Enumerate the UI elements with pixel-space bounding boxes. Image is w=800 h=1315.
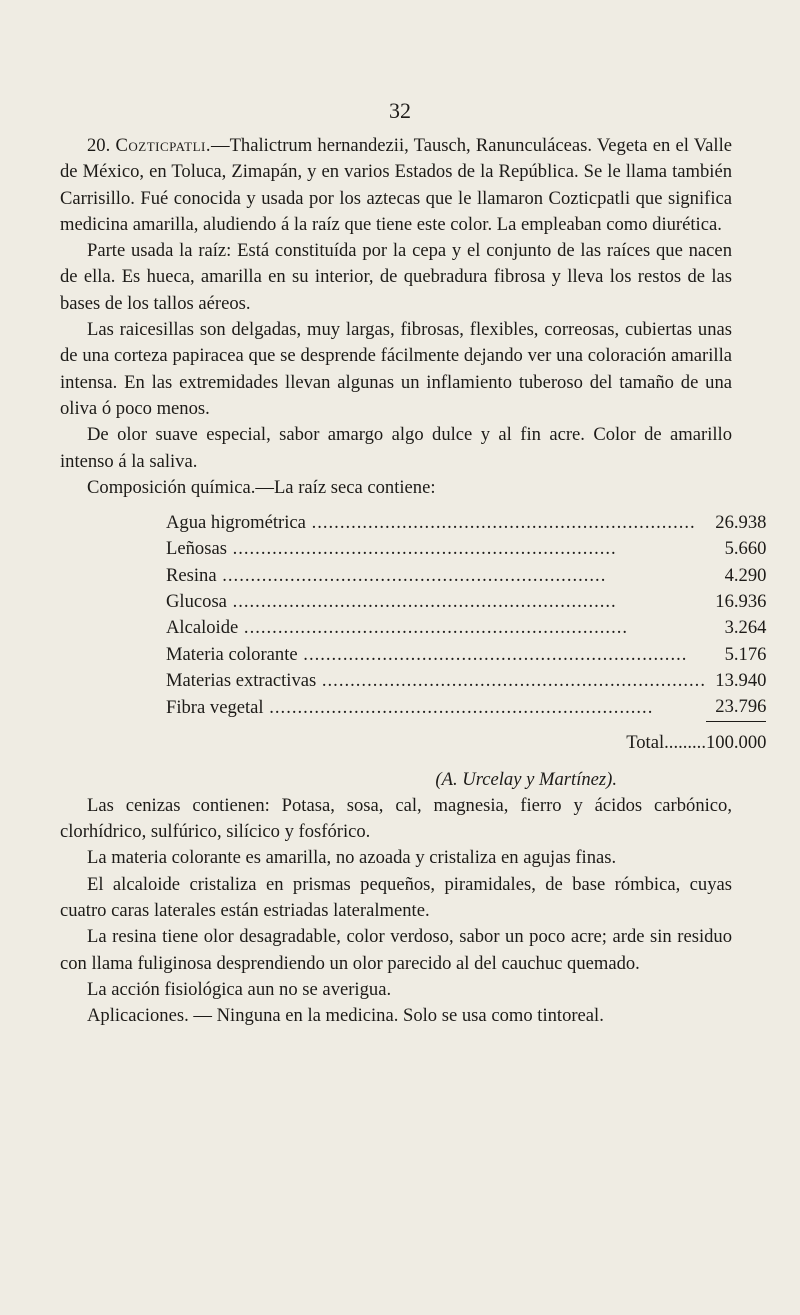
component-value: 4.290 (724, 564, 767, 586)
component-name: Materia colorante ..... (166, 642, 706, 668)
entry-number: 20. (87, 135, 111, 156)
paragraph-alcaloide: El alcaloide cristaliza en prismas pequeños, piramidales, de base rómbica, cuyas cuatro caras laterales están estriadas lateralmente. (60, 873, 732, 922)
credit-attribution: (A. Urcelay y Martínez). (435, 768, 617, 790)
paragraph-raicesillas: Las raicesillas son delgadas, muy largas, fibrosas, flexibles, correosas, cubiertas unas de una corteza papiracea que se desprende fácilmente dejando ver una coloración amarilla intensa. En las extremidades llevan algunas un inflamiento tuberoso del tamaño de una oliva ó poco menos. (60, 319, 732, 419)
component-value: 26.938 (715, 512, 767, 534)
component-value: 13.940 (715, 669, 767, 691)
table-row (166, 589, 766, 615)
paragraph-materia-colorante: La materia colorante es amarilla, no azoada y cristaliza en agujas finas. (87, 847, 617, 869)
component-value: 5.660 (724, 538, 767, 560)
table-row (166, 615, 766, 641)
component-value: 23.796 (715, 696, 767, 718)
paragraph-olor: De olor suave especial, sabor amargo algo dulce y al fin acre. Color de amarillo intenso á la saliva. (60, 424, 732, 472)
body-text (60, 133, 767, 1030)
paragraph-cenizas: Las cenizas contienen: Potasa, sosa, cal, magnesia, fierro y ácidos carbónico, clorhídrico, sulfúrico, silícico y fosfórico. (60, 794, 732, 843)
entry-text: —Thalictrum hernandezii, Tausch, Ranunculáceas. Vegeta en el Valle de México, en Toluca, Zimapán, y en varios Estados de la República. Se le llama también Carrisillo. Fué conocida y usada por los aztecas que le llamaron Cozticpatli que significa medicina amarilla, aludiendo á la raíz que tiene este color. La empleaban como diurética. (60, 135, 732, 235)
total-row (166, 721, 766, 757)
paragraph-composicion: Composición química.—La raíz seca contiene: (87, 476, 436, 498)
table-row (166, 668, 766, 694)
page-number: 32 (389, 98, 411, 123)
paragraph-cozticpatli (60, 133, 732, 238)
table-row (166, 642, 766, 668)
total-value: 100.000 (706, 721, 766, 757)
paragraph-parte-usada: Parte usada la raíz: Está constituída por la cepa y el conjunto de las raíces que nacen de ella. Es hueca, amarilla en su interior, de quebradura fibrosa y lleva los restos de las bases de los tallos aéreos. (60, 240, 732, 314)
component-name: Fibra vegetal ..... (166, 694, 706, 721)
component-name: Agua higrométrica ..... (166, 510, 706, 536)
component-value: 16.936 (715, 591, 767, 613)
component-name: Leñosas ..... (166, 536, 706, 562)
table-row (166, 694, 766, 721)
table-row (166, 536, 766, 562)
component-name: Alcaloide ..... (166, 615, 706, 641)
total-label: Total......... (626, 732, 706, 754)
paragraph-accion: La acción fisiológica aun no se averigua. (87, 978, 392, 1000)
component-name: Glucosa ..... (166, 589, 706, 615)
composition-table-body (166, 510, 766, 721)
entry-title: Cozticpatli. (115, 135, 211, 156)
paragraph-aplicaciones: Aplicaciones. — Ninguna en la medicina. Solo se usa como tintoreal. (87, 1005, 604, 1027)
component-value: 3.264 (724, 617, 767, 639)
component-name: Resina ..... (166, 563, 706, 589)
paragraph-resina: La resina tiene olor desagradable, color verdoso, sabor un poco acre; arde sin residuo con llama fuliginosa desprendiendo un olor parecido al del cauchuc quemado. (60, 926, 732, 974)
table-row (166, 510, 766, 536)
composition-table (166, 510, 766, 756)
component-name: Materias extractivas ..... (166, 668, 706, 694)
table-row (166, 563, 766, 589)
component-value: 5.176 (724, 643, 767, 665)
